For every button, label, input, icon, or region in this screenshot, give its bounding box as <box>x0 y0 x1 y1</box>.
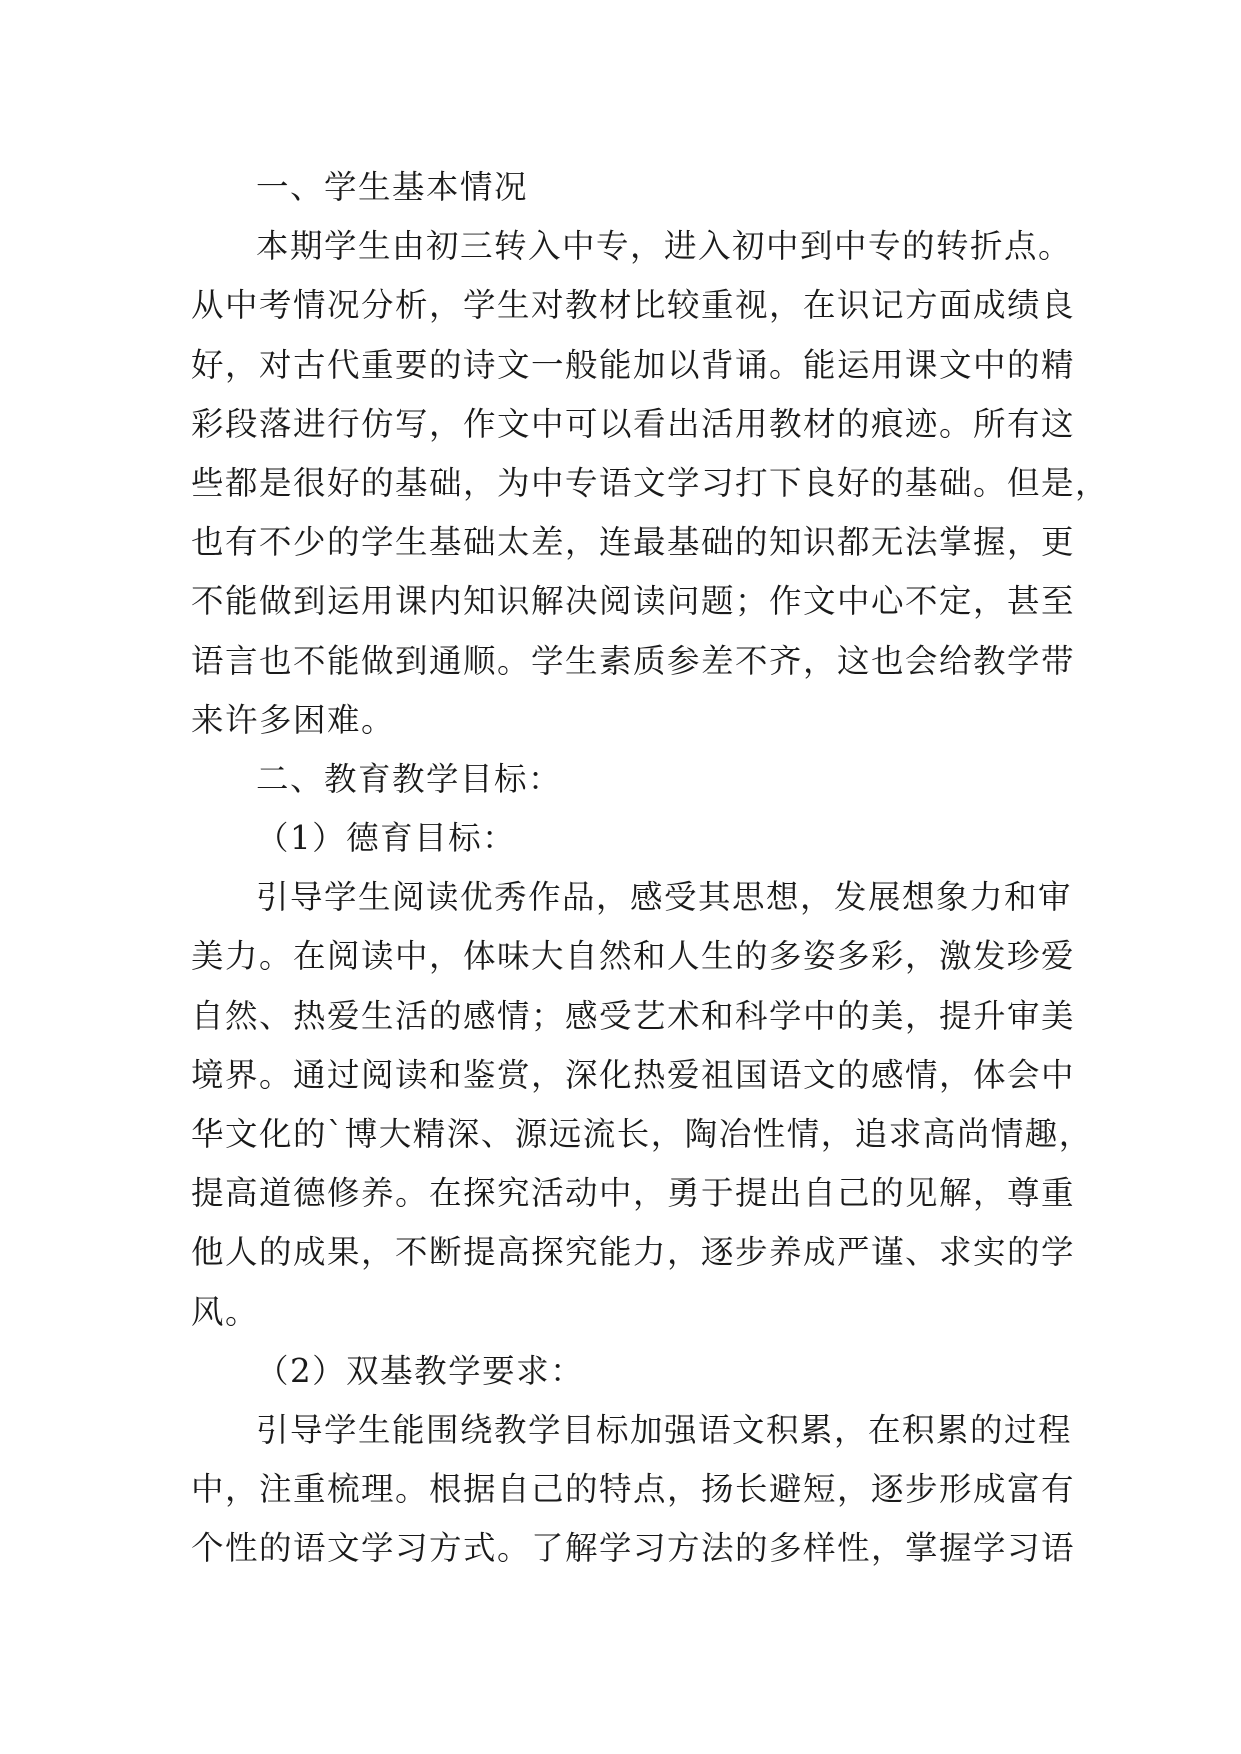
paragraph-line: 美力。在阅读中，体味大自然和人生的多姿多彩，激发珍爱 <box>191 937 1076 976</box>
paragraph-line: 他人的成果，不断提高探究能力，逐步养成严谨、求实的学 <box>191 1233 1076 1272</box>
paragraph-line: 些都是很好的基础，为中专语文学习打下良好的基础。但是， <box>191 463 1110 502</box>
paragraph-line: 华文化的`博大精深、源远流长，陶冶性情，追求高尚情趣， <box>191 1115 1093 1153</box>
paragraph-line: 本期学生由初三转入中专，进入初中到中专的转折点。 <box>256 227 1073 266</box>
paragraph-line: 个性的语文学习方式。了解学习方法的多样性，掌握学习语 <box>191 1529 1076 1568</box>
paragraph-line: 风。 <box>191 1292 260 1331</box>
paragraph-line: 彩段落进行仿写，作文中可以看出活用教材的痕迹。所有这 <box>191 404 1076 443</box>
paragraph-line: 引导学生能围绕教学目标加强语文积累，在积累的过程 <box>256 1410 1073 1449</box>
subsection-heading-1: （1）德育目标： <box>256 819 517 858</box>
paragraph-line: 也有不少的学生基础太差，连最基础的知识都无法掌握，更 <box>191 523 1076 562</box>
paragraph-line: 境界。通过阅读和鉴赏，深化热爱祖国语文的感情，体会中 <box>191 1055 1076 1094</box>
section-heading-2: 二、教育教学目标： <box>256 759 563 798</box>
paragraph-line: 中，注重梳理。根据自己的特点，扬长避短，逐步形成富有 <box>191 1470 1076 1509</box>
paragraph-line: 语言也不能做到通顺。学生素质参差不齐，这也会给教学带 <box>191 641 1076 680</box>
paragraph-line: 从中考情况分析，学生对教材比较重视，在识记方面成绩良 <box>191 286 1076 325</box>
paragraph-line: 引导学生阅读优秀作品，感受其思想，发展想象力和审 <box>256 878 1073 917</box>
paragraph-line: 自然、热爱生活的感情；感受艺术和科学中的美，提升审美 <box>191 996 1076 1035</box>
paragraph-line: 提高道德修养。在探究活动中，勇于提出自己的见解，尊重 <box>191 1174 1076 1213</box>
paragraph-line: 好，对古代重要的诗文一般能加以背诵。能运用课文中的精 <box>191 345 1076 384</box>
document-body <box>191 158 1110 1579</box>
paragraph-line: 来许多困难。 <box>191 700 396 739</box>
section-heading-1: 一、学生基本情况 <box>256 168 529 206</box>
subsection-heading-2: （2）双基教学要求： <box>256 1351 585 1390</box>
paragraph-line: 不能做到运用课内知识解决阅读问题；作文中心不定，甚至 <box>191 582 1076 621</box>
